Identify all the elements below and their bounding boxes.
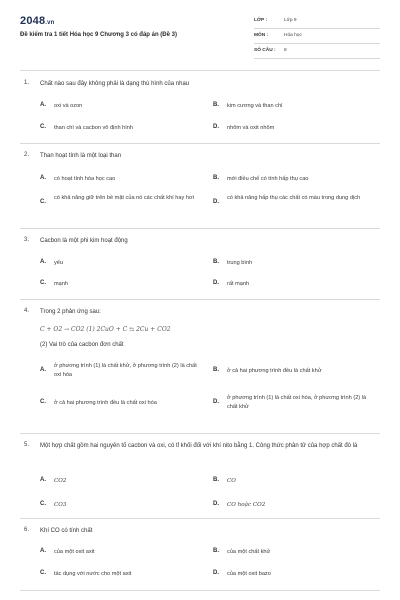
option-letter: C.	[40, 501, 46, 507]
option-letter: B.	[213, 477, 219, 483]
option-text: rất mạnh	[227, 281, 250, 287]
option-letter: D.	[213, 124, 219, 130]
divider	[20, 590, 380, 591]
option-letter: B.	[213, 175, 219, 181]
option-formula: CO hoặc CO2	[227, 502, 266, 508]
meta-key: LỚP :	[254, 18, 268, 23]
logo-text: 2048	[20, 15, 46, 27]
question-number: 4.	[24, 308, 30, 314]
option-text: than chì và cacbon vô định hình	[54, 125, 133, 131]
option-text: ở phương trình (1) là chất khử, ở phương trình (2) là chất oxi hóa	[54, 363, 197, 378]
option-formula: CO	[227, 478, 236, 484]
option-text: ở phương trình (1) là chất oxi hóa, ở phương trình (2) là chất khử	[227, 395, 367, 410]
option-letter: C.	[40, 199, 46, 205]
option-letter: B.	[213, 259, 219, 265]
question-number: 3.	[24, 237, 30, 243]
question-text: Khí CO có tính chất	[40, 528, 93, 534]
option-text: của một oxit axit	[54, 549, 95, 555]
option-formula: CO2	[54, 478, 67, 484]
option-letter: C.	[40, 124, 46, 130]
question-number: 1.	[24, 80, 30, 86]
option-text: kim cương và than chì	[227, 103, 283, 109]
divider	[20, 433, 380, 434]
option-text: mới điều chế có tính hấp thụ cao	[227, 176, 309, 182]
divider	[20, 70, 380, 71]
question-text: Cacbon là một phi kim hoạt động	[40, 238, 128, 244]
option-text: ở cả hai phương trình đều là chất oxi hóa	[54, 400, 157, 406]
meta-key: SỐ CÂU :	[254, 48, 276, 53]
question-text: Một hợp chất gồm hai nguyên tố cacbon và oxi, có tỉ khối đối với khí nito bằng 1. Công thức phân tử của hợp chất đó là	[40, 443, 358, 449]
meta-row-subject	[254, 31, 380, 44]
option-letter: B.	[213, 102, 219, 108]
option-text: trung bình	[227, 260, 253, 266]
meta-row-count	[254, 46, 380, 59]
option-letter: A.	[40, 259, 46, 265]
meta-value: Hóa học	[284, 33, 302, 38]
question-number: 5.	[24, 442, 30, 448]
option-letter: B.	[213, 548, 219, 554]
meta-key: MÔN :	[254, 33, 269, 38]
meta-info	[254, 16, 380, 61]
option-letter: D.	[213, 199, 219, 205]
option-letter: D.	[213, 280, 219, 286]
option-letter: D.	[213, 570, 219, 576]
option-text: mạnh	[54, 281, 68, 287]
option-text: yếu	[54, 260, 64, 266]
divider	[20, 228, 380, 229]
meta-value: Lớp 9	[284, 18, 297, 23]
option-text: ở cả hai phương trình đều là chất khử	[227, 368, 322, 374]
question-text: Trong 2 phản ứng sau:	[40, 309, 101, 315]
meta-row-class	[254, 16, 380, 29]
option-text: của một oxit bazo	[227, 571, 271, 577]
page-title: Đề kiểm tra 1 tiết Hóa học 9 Chương 3 có đáp án (Đề 3)	[20, 32, 177, 38]
option-letter: A.	[40, 102, 46, 108]
page-header	[0, 0, 400, 64]
option-text: có khả năng hấp thụ các chất có màu trong dung dịch	[227, 195, 361, 201]
question-text: Chất nào sau đây không phải là dạng thù hình của nhau	[40, 81, 190, 87]
option-text: có khả năng giữ trên bề mặt của nó các chất khí hay hơi	[54, 195, 194, 201]
option-text: có hoạt tính hóa học cao	[54, 176, 116, 182]
option-letter: C.	[40, 399, 46, 405]
question-number: 2.	[24, 152, 30, 158]
option-letter: A.	[40, 548, 46, 554]
divider	[20, 299, 380, 300]
option-text: của một chất khử	[227, 549, 271, 555]
option-text: nhôm và oxit nhôm	[227, 125, 275, 131]
option-formula: CO3	[54, 502, 67, 508]
option-letter: A.	[40, 175, 46, 181]
divider	[20, 518, 380, 519]
divider	[20, 143, 380, 144]
question-text: Than hoạt tính là một loại than	[40, 153, 122, 159]
option-text: tác dụng với nước cho một axit	[54, 571, 132, 577]
option-letter: D.	[213, 501, 219, 507]
chemical-equation: C + O2 → CO2 (1) 2CuO + C ⇆ 2Cu + CO2	[40, 326, 171, 333]
option-letter: A.	[40, 367, 46, 373]
option-letter: C.	[40, 280, 46, 286]
question-number: 6.	[24, 527, 30, 533]
option-letter: B.	[213, 367, 219, 373]
meta-value: 8	[284, 48, 287, 53]
option-letter: C.	[40, 570, 46, 576]
option-letter: A.	[40, 477, 46, 483]
option-letter: D.	[213, 399, 219, 405]
site-logo[interactable]	[20, 15, 55, 27]
question-subtext: (2) Vai trò của cacbon đơn chất	[40, 342, 124, 348]
logo-suffix: .vn	[45, 20, 55, 26]
option-text: oxi và ozon	[54, 103, 83, 109]
